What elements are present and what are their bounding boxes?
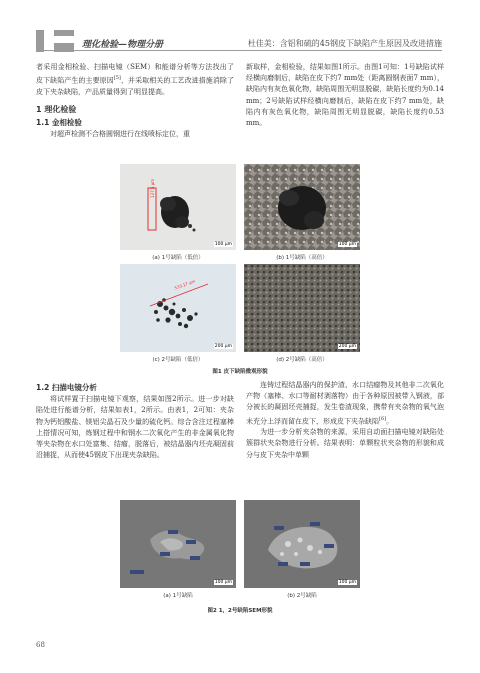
figure-panel-caption: (a) 1号缺陷 xyxy=(163,593,193,599)
paragraph: 为进一步分析夹杂物的来源，采用自动面扫描电镜对缺陷处簇群状夹杂物进行分析。结果表明：单颗粒状夹杂物的形貌和成分与皮下夹杂中单颗 xyxy=(246,428,444,459)
left-bottom-column xyxy=(36,380,234,461)
scale-bar-label: 100 μm xyxy=(338,580,356,585)
intro-paragraph: 者采用金相检验、扫描电镜（SEM）和能谱分析等方法找出了皮下缺陷产生的主要原因[5]，并采取相关的工艺改进措施消除了皮下夹杂缺陷，产品质量得到了明显提高。 xyxy=(36,63,235,96)
header-rule xyxy=(36,50,442,51)
scale-bar-label: 200 μm xyxy=(214,344,232,349)
defect-2-highmag xyxy=(244,264,360,352)
right-bottom-column xyxy=(246,380,444,461)
defect-1-lowmag xyxy=(120,164,236,250)
sem-defect-1 xyxy=(120,500,236,588)
paragraph: 连铸过程结晶器内的保护渣、水口结瘤物及其他非二次氧化产物（塞棒、水口等耐材剥落物）由于各种原因被带入钢液，部分被长的凝固坯壳捕捉，发生卷渣现象，携带有夹杂物的氧气泡未充分上浮而留在皮下，形成皮下夹杂缺陷[6]。 xyxy=(246,381,444,425)
sem-image-2a xyxy=(120,500,236,588)
sem-image-2b xyxy=(244,500,360,588)
running-title: 杜佳美：含铝和硫的45钢皮下缺陷产生原因及改进措施 xyxy=(247,39,442,48)
figure-panel-caption: (d) 2号缺陷（高倍） xyxy=(276,357,328,363)
subsection-heading: 1.1 金相检验 xyxy=(36,118,82,128)
paragraph: 对超声检测不合格圆钢进行在线喷标定位，重 xyxy=(50,130,190,139)
right-top-column xyxy=(246,62,444,129)
paragraph: 将试样置于扫描电镜下观察，结果如图2所示。进一步对缺陷处进行能谱分析，结果如表1，2所示。由表1，2可知：夹杂物为钙铝酸盐、镁铝尖晶石及少量的硫化钙。综合含注过程塞棒上搭情况可知，炼钢过程中和钢水二次氧化产生的非金属氧化物等夹杂物在水口处富集、结瘤，脱落后，被结晶器内坯壳凝固前沿捕捉，从而使45钢皮下出现夹杂缺陷。 xyxy=(36,395,234,460)
micrograph-1a xyxy=(120,164,236,250)
citation: [6] xyxy=(379,415,387,422)
figure-panel-caption: (c) 2号缺陷（低倍） xyxy=(152,357,204,363)
sem-defect-2 xyxy=(244,500,360,588)
citation: [5] xyxy=(113,75,121,82)
page-number: 68 xyxy=(36,641,45,649)
defect-1-highmag xyxy=(244,164,360,250)
figure-panel-caption: (a) 1号缺陷（低倍） xyxy=(152,255,204,261)
subsection-heading: 1.2 扫描电镜分析 xyxy=(36,383,97,392)
figure-1-caption: 图1 皮下缺陷微观形貌 xyxy=(212,369,268,375)
scale-bar-label: 100 μm xyxy=(214,242,232,247)
scale-bar-label: 100 μm xyxy=(214,580,232,585)
paragraph: 新取样，金相检验，结果如图1所示。由图1可知：1号缺陷试样经横向磨制后，缺陷在皮下约7 mm处（距离圆钢表面7 mm），缺陷内有灰色氧化物，缺陷周围无明显脱碳，缺陷长度约为0.14 mm；2号缺陷试样经横向磨制后，缺陷在皮下约7 mm处，缺陷内有灰色氧化物，缺陷周围无明显脱碳，缺陷长度约0.53 mm。 xyxy=(246,63,444,128)
micrograph-1b xyxy=(244,164,360,250)
measurement-label: 137.5 μm xyxy=(150,178,155,198)
micrograph-1c xyxy=(120,264,236,352)
micrograph-1d xyxy=(244,264,360,352)
journal-logo xyxy=(36,30,74,52)
scale-bar-label: 100 μm xyxy=(338,242,356,247)
figure-panel-caption: (b) 1号缺陷（高倍） xyxy=(276,255,328,261)
defect-2-lowmag xyxy=(120,264,236,352)
section-heading: 1 理化检验 xyxy=(36,104,77,114)
figure-panel-caption: (b) 2号缺陷 xyxy=(287,593,317,599)
journal-name: 理化检验—物理分册 xyxy=(82,40,164,50)
figure-2-caption: 图2 1，2号缺陷SEM形貌 xyxy=(207,608,273,614)
left-top-column xyxy=(36,62,234,141)
scale-bar-label: 200 μm xyxy=(338,344,356,349)
measurement-label: 533.17 μm xyxy=(173,278,196,291)
